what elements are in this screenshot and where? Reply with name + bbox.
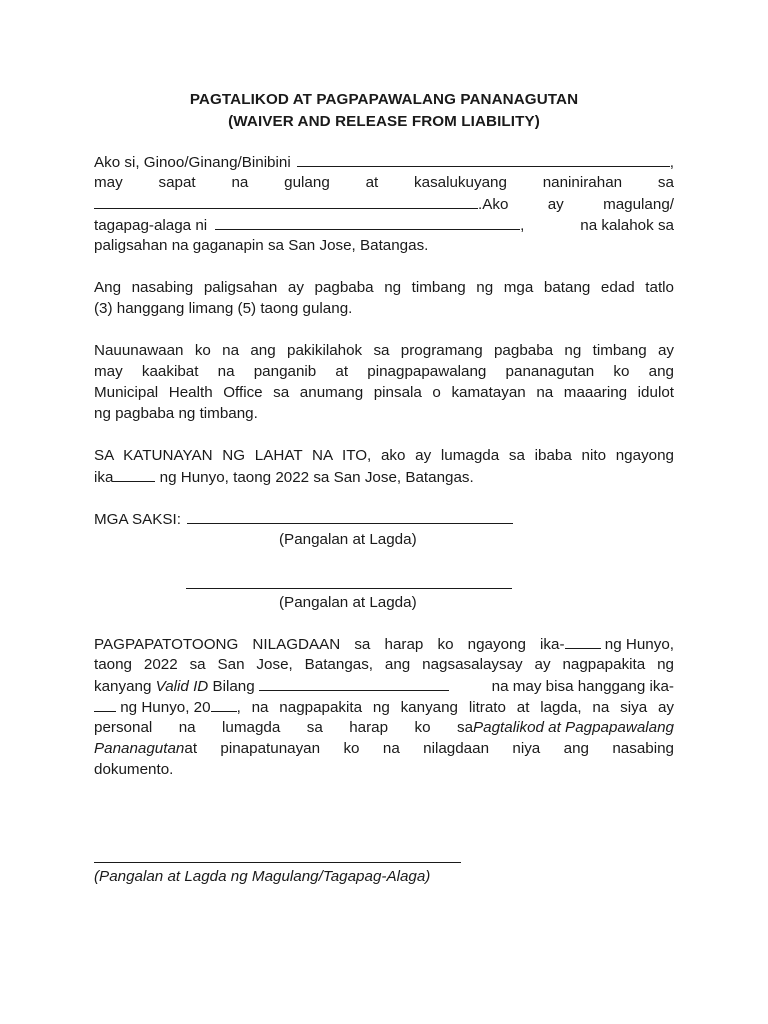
word: kasalukuyang: [414, 174, 507, 191]
document-title: PAGTALIKOD AT PAGPAPAWALANG PANANAGUTAN: [189, 91, 579, 108]
witness-label: MGA SAKSI:: [94, 511, 181, 528]
declarant-intro: Ako si, Ginoo/Ginang/Binibini: [94, 154, 291, 171]
word: na may bisa hanggang ika-: [491, 678, 674, 695]
contest-line-1: Ang nasabing paligsahan ay pagbaba ng timbang ng mga batang edad tatlo: [94, 279, 674, 296]
witness-section: [94, 508, 674, 550]
word: kanyang: [94, 678, 156, 695]
declarant-line-2: [94, 172, 674, 193]
waiver-title-italic-2: Pananagutan: [94, 740, 185, 757]
word: .Ako: [478, 196, 509, 213]
notary-line-4: [94, 696, 674, 717]
notary-text: PAGPAPATOTOONG NILAGDAAN sa harap ko ngayong ika-: [94, 636, 565, 653]
witness-2-caption: (Pangalan at Lagda): [279, 594, 417, 611]
word: personal na lumagda sa harap ko sa: [94, 719, 474, 736]
word: na kalahok sa: [580, 217, 674, 234]
word: sa: [657, 174, 674, 191]
parent-signature-caption-text: (Pangalan at Lagda ng Magulang/Tagapag-Alaga): [94, 868, 431, 885]
comma: ,: [520, 217, 525, 234]
paragraph-contest: [94, 277, 674, 319]
declarant-line-1: [94, 151, 674, 172]
notary-line-5: [94, 717, 674, 738]
attestation-date-text: ng Hunyo, taong 2022 sa San Jose, Batangas.: [155, 469, 474, 486]
paragraph-attestation: [94, 445, 674, 487]
notary-day-blank[interactable]: [565, 633, 601, 649]
word: na: [231, 174, 249, 191]
word: may: [94, 174, 123, 191]
day-blank[interactable]: [113, 466, 155, 482]
declarant-line-4: [94, 214, 674, 235]
word: Bilang: [208, 678, 259, 695]
parent-signature-line[interactable]: [94, 862, 461, 863]
word: naninirahan: [542, 174, 623, 191]
witness-line-1: [94, 508, 674, 529]
word: ika: [94, 469, 114, 486]
waiver-title-italic: Pagtalikod at Pagpapawalang: [473, 719, 674, 736]
notary-line-3: [94, 675, 674, 696]
id-number-blank[interactable]: [259, 675, 449, 691]
witness-1-blank[interactable]: [187, 508, 513, 524]
waiver-line-3: Municipal Health Office sa anumang pinsala o kamatayan na maaaring idulot: [94, 384, 674, 401]
parent-signature-section: [94, 866, 674, 887]
witness-2-section: [94, 592, 674, 613]
paragraph-declarant: [94, 151, 674, 256]
paragraph-waiver: [94, 340, 674, 424]
word: sapat: [158, 174, 196, 191]
declarant-line-5: paligsahan na gaganapin sa San Jose, Batangas.: [94, 237, 429, 254]
waiver-line-2: may kaakibat na panganib at pinagpapawalang pananagutan ko ang: [94, 363, 674, 380]
word: at: [365, 174, 379, 191]
notary-line-6: [94, 738, 674, 759]
name-blank[interactable]: [297, 151, 670, 167]
word: ng Hunyo, 20: [116, 699, 211, 716]
witness-2-blank[interactable]: [186, 588, 512, 589]
notary-line-2: taong 2022 sa San Jose, Batangas, ang nagsasalaysay ay nagpapakita ng: [94, 656, 674, 673]
guardian-label: tagapag-alaga ni: [94, 217, 208, 234]
document-subtitle: (WAIVER AND RELEASE FROM LIABILITY): [228, 113, 540, 130]
contest-line-2: (3) hanggang limang (5) taong gulang.: [94, 300, 353, 317]
word: at pinapatunayan ko na nilagdaan niya ang nasabing: [184, 740, 674, 757]
notary-line-1: [94, 633, 674, 654]
attestation-line-2: [94, 466, 674, 487]
declarant-line-3: [94, 193, 674, 214]
notary-line-7: dokumento.: [94, 761, 174, 778]
comma: ,: [669, 154, 674, 171]
witness-1-caption: (Pangalan at Lagda): [279, 531, 417, 548]
word: gulang: [284, 174, 330, 191]
parent-signature-caption: [94, 866, 674, 887]
waiver-line-4: ng pagbaba ng timbang.: [94, 405, 258, 422]
word: magulang/: [603, 196, 674, 213]
waiver-line-1: Nauunawaan ko na ang pakikilahok sa programang pagbaba ng timbang ay: [94, 342, 674, 359]
address-blank[interactable]: [94, 193, 478, 209]
word: , na nagpapakita ng kanyang litrato at lagda, na siya ay: [236, 699, 674, 716]
word: ng Hunyo,: [600, 636, 674, 653]
validity-day-blank[interactable]: [94, 696, 116, 712]
validity-year-blank[interactable]: [211, 696, 237, 712]
valid-id-text: Valid ID: [155, 678, 209, 695]
attestation-line-1: SA KATUNAYAN NG LAHAT NA ITO, ako ay lumagda sa ibaba nito ngayong: [94, 447, 674, 464]
word: ay: [547, 196, 564, 213]
paragraph-notarization: [94, 633, 674, 780]
child-name-blank[interactable]: [215, 214, 520, 230]
